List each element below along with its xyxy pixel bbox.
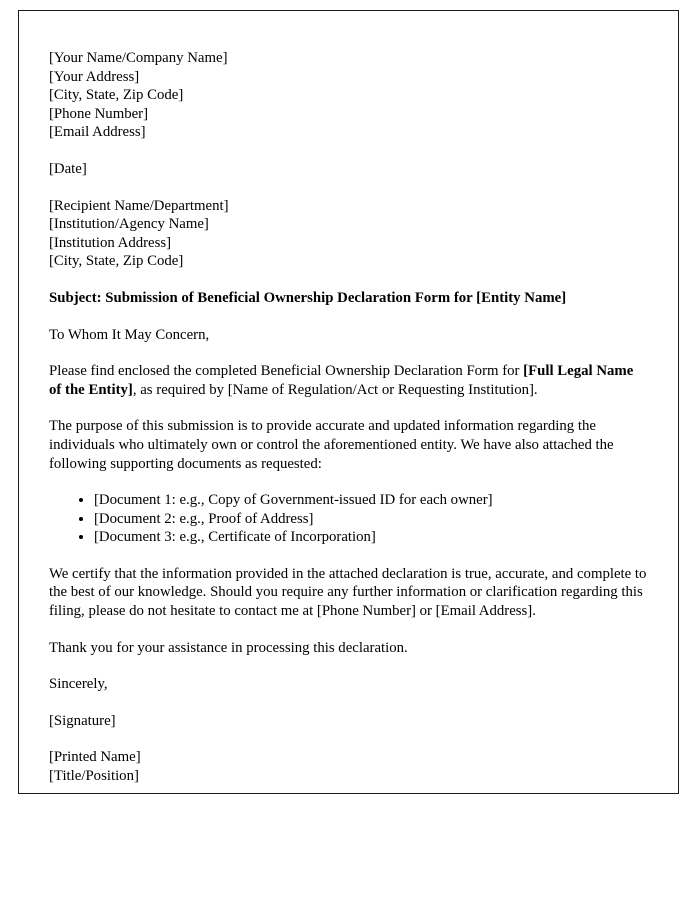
recipient-address-block	[49, 197, 648, 271]
sender-city-line: [City, State, Zip Code]	[49, 87, 184, 104]
sender-phone-line: [Phone Number]	[49, 105, 149, 122]
date-line: [Date]	[49, 160, 87, 177]
bullet-item-document-3: • [Document 3: e.g., Certificate of Incorporation]	[94, 528, 648, 547]
date-block	[49, 160, 648, 179]
recipient-city-line: [City, State, Zip Code]	[49, 253, 184, 270]
recipient-institution-line: [Institution/Agency Name]	[49, 216, 209, 233]
supporting-documents-list	[49, 491, 648, 547]
paragraph-enclosed	[49, 362, 648, 399]
paragraph-thanks: Thank you for your assistance in processing this declaration.	[49, 639, 408, 656]
sender-address-line: [Your Address]	[49, 68, 140, 85]
closing-line: Sincerely,	[49, 676, 108, 693]
printed-name-line: [Printed Name]	[49, 749, 141, 766]
paragraph-purpose: The purpose of this submission is to provide accurate and updated information regarding the individuals who ultimately own or control the aforementioned entity. We have also attached the following supporting documents as requested:	[49, 418, 614, 472]
signature-placeholder: [Signature]	[49, 712, 116, 729]
recipient-address-line: [Institution Address]	[49, 234, 172, 251]
entity-name-bold: [Full Legal Name of the Entity]	[49, 363, 634, 398]
salutation: To Whom It May Concern,	[49, 326, 210, 343]
bullet-item-document-1: • [Document 1: e.g., Copy of Government-issued ID for each owner]	[94, 491, 648, 510]
sender-email-line: [Email Address]	[49, 124, 146, 141]
subject-line: Subject: Submission of Beneficial Ownership Declaration Form for [Entity Name]	[49, 289, 567, 306]
paragraph-certify: We certify that the information provided in the attached declaration is true, accurate, and complete to the best of our knowledge. Should you require any further information or clarification regarding this filing, please do not hesitate to contact me at [Phone Number] or [Email Address].	[49, 565, 647, 620]
letter-page	[18, 10, 679, 794]
paragraph-enclosed-post: , as required by [Name of Regulation/Act or Requesting Institution].	[132, 381, 538, 398]
recipient-name-line: [Recipient Name/Department]	[49, 197, 229, 214]
signoff-block	[49, 748, 648, 785]
sender-name-line: [Your Name/Company Name]	[49, 50, 228, 66]
bullet-item-document-2: • [Document 2: e.g., Proof of Address]	[94, 510, 648, 529]
title-position-line: [Title/Position]	[49, 768, 139, 785]
paragraph-enclosed-pre: Please find enclosed the completed Beneficial Ownership Declaration Form for	[49, 363, 524, 380]
sender-address-block	[49, 49, 648, 142]
